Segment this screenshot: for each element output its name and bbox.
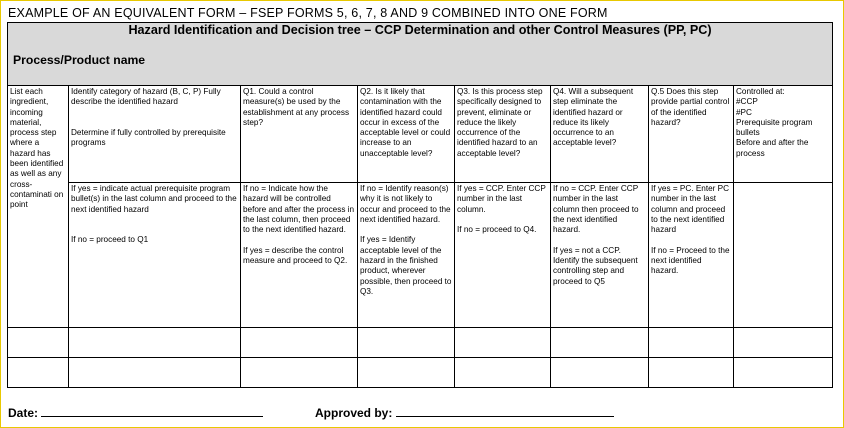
table-heading: Hazard Identification and Decision tree – CCP Determination and other Control Measures (PP, PC) [128,23,712,37]
q5-question: Q.5 Does this step provide partial control of the identified hazard? [651,87,730,127]
ingredient-instructions-cell [8,86,69,328]
answer-text: If no = Indicate how the hazard will be controlled before and after the process in the last column, then proceed to the next identified hazard. [243,184,355,235]
prerequisite-question: Determine if fully controlled by prerequisite programs [71,128,226,148]
answer-text: If no = Identify reason(s) why it is not likely to occur and proceed to the next identified hazard. [360,184,451,224]
answer-text: If no = Proceed to the next identified hazard. [651,245,730,276]
q3-answer-cell [455,183,551,328]
blank-cell[interactable] [734,358,833,388]
q2-question-cell [358,86,455,183]
date-label: Date: [8,406,39,420]
process-product-label: Process/Product name [13,53,146,67]
ingredient-instructions-text: List each ingredient, incoming material, process step where a hazard has been identified as well as any cross-contaminati on point [10,87,64,210]
controlled-at-cell [734,86,833,183]
q4-question-cell [551,86,649,183]
blank-cell[interactable] [551,358,649,388]
form-title: EXAMPLE OF AN EQUIVALENT FORM – FSEP FORMS 5, 6, 7, 8 AND 9 COMBINED INTO ONE FORM [8,6,608,20]
q2-answer-cell [358,183,455,328]
date-field [8,405,263,420]
approved-field [315,405,614,420]
answer-text: If yes = indicate actual prerequisite program bullet(s) in the last column and proceed to the next identified hazard [71,184,237,214]
blank-cell[interactable] [358,358,455,388]
hazard-category-question: Identify category of hazard (B, C, P) Fully describe the identified hazard [71,87,221,107]
blank-cell[interactable] [734,328,833,358]
hazard-category-question-cell [69,86,241,183]
q1-question: Q1. Could a control measure(s) be used by the establishment at any process step? [243,87,350,127]
q5-question-cell [649,86,734,183]
answer-text: If no = CCP. Enter CCP number in the last column then proceed to the next identified hazard. [553,184,639,235]
answer-text: If yes = CCP. Enter CCP number in the last column. [457,184,546,214]
approved-line[interactable] [396,405,614,417]
q3-question-cell [455,86,551,183]
controlled-before-after: Before and after the process [736,138,809,158]
table-header [8,23,833,86]
approved-label: Approved by: [315,406,393,420]
blank-cell[interactable] [69,358,241,388]
blank-cell[interactable] [649,328,734,358]
q2-question: Q2. Is it likely that contamination with the identified hazard could occur in excess of the acceptable level or could increase to an unacceptable level? [360,87,451,158]
date-line[interactable] [41,405,263,417]
blank-cell[interactable] [455,358,551,388]
blank-cell[interactable] [241,328,358,358]
q3-question: Q3. Is this process step specifically designed to prevent, eliminate or reduce the likely occurrence of the identified hazard to an acceptable level? [457,87,543,158]
answer-text: If no = proceed to Q1 [71,235,149,245]
q5-answer-cell [649,183,734,328]
controlled-pc: #PC [736,107,752,117]
blank-cell[interactable] [551,328,649,358]
q4-question: Q4. Will a subsequent step eliminate the identified hazard or reduce its likely occurrence to an acceptable level? [553,87,634,148]
controlled-answer-cell [734,183,833,328]
blank-cell[interactable] [8,328,69,358]
answer-text: If yes = describe the control measure and proceed to Q2. [243,245,348,266]
controlled-prerequisite: Prerequisite program bullets [736,117,813,138]
q1-answer-cell [241,183,358,328]
q1-question-cell [241,86,358,183]
controlled-at-title: Controlled at: [736,87,785,96]
blank-cell[interactable] [358,328,455,358]
controlled-ccp: #CCP [736,97,758,107]
hazard-category-answer-cell [69,183,241,328]
blank-cell[interactable] [649,358,734,388]
blank-cell[interactable] [69,328,241,358]
blank-cell[interactable] [455,328,551,358]
blank-cell[interactable] [8,358,69,388]
hazard-decision-table [7,22,833,388]
answer-text: If yes = Identify acceptable level of the hazard in the finished product, wherever possible, then proceed to Q3. [360,235,452,296]
q4-answer-cell [551,183,649,328]
blank-cell[interactable] [241,358,358,388]
answer-text: If no = proceed to Q4. [457,225,537,235]
answer-text: If yes = not a CCP. Identify the subsequent controlling step and proceed to Q5 [553,245,638,286]
answer-text: If yes = PC. Enter PC number in the last column and proceed to the next identified hazard [651,184,730,235]
